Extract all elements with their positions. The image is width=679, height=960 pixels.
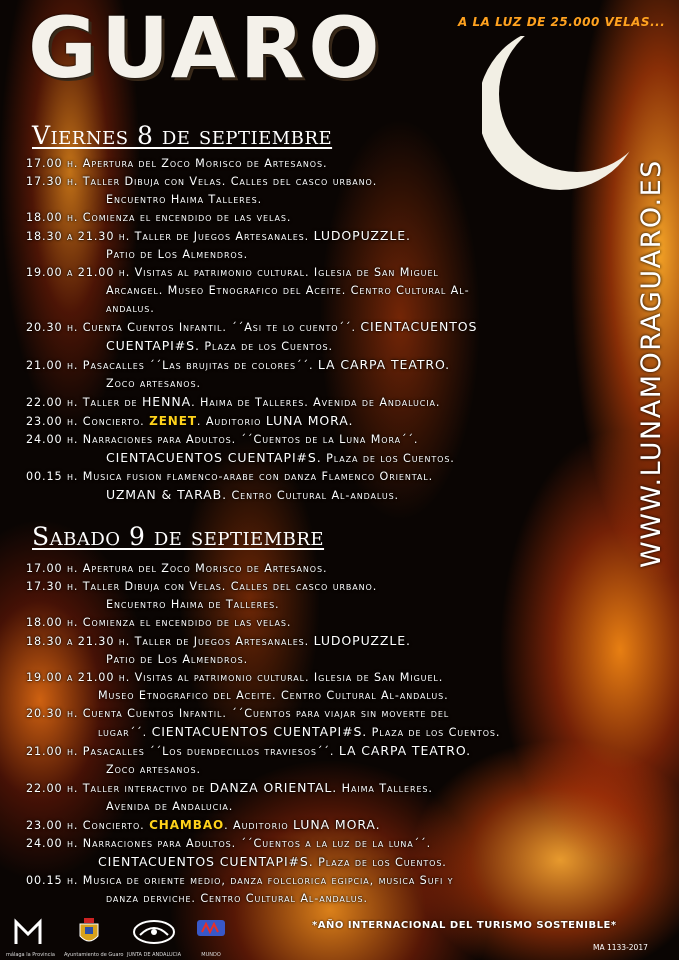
schedule-item: 17.00 h. Apertura del Zoco Morisco de Artesanos.	[26, 157, 328, 170]
schedule-item: 18.00 h. Comienza el encendido de las velas.	[26, 616, 292, 629]
schedule-item: 23.00 h. Concierto. ZENET. Auditorio LUNA MORA.	[26, 413, 354, 428]
malaga-m-icon	[13, 918, 43, 946]
schedule-item: 18.00 h. Comienza el encendido de las velas.	[26, 211, 292, 224]
schedule-item: 21.00 h. Pasacalles ´´Las brujitas de colores´´. LA CARPA TEATRO. Zoco artesanos.	[26, 357, 451, 390]
schedule-item: 17.30 h. Taller Dibuja con Velas. Calles del casco urbano. Encuentro Haima Talleres.	[26, 175, 378, 206]
schedule-item: 19.00 a 21.00 h. Visitas al patrimonio cultural. Iglesia de San Miguel. Museo Etnografico del Aceite. Centro Cultural Al-andalus.	[26, 671, 449, 702]
schedule-item: 22.00 h. Taller interactivo de DANZA ORIENTAL. Haima Talleres. Avenida de Andalucia.	[26, 780, 433, 813]
artist-highlight: CHAMBAO	[149, 818, 225, 832]
saturday-schedule	[26, 560, 646, 908]
schedule-item: 21.00 h. Pasacalles ´´Los duendecillos traviesos´´. LA CARPA TEATRO. Zoco artesanos.	[26, 743, 471, 776]
mundo-icon	[194, 918, 228, 944]
website-url: WWW.LUNAMORAGUARO.ES	[636, 159, 667, 568]
coat-of-arms-icon	[78, 918, 100, 946]
schedule-item: 22.00 h. Taller de HENNA. Haima de Talleres. Avenida de Andalucia.	[26, 394, 441, 409]
schedule-item: 23.00 h. Concierto. CHAMBAO. Auditorio LUNA MORA.	[26, 817, 381, 832]
schedule-item: 18.30 a 21.30 h. Taller de Juegos Artesanales. LUDOPUZZLE. Patio de Los Almendros.	[26, 633, 411, 666]
mundo-logo: MUNDO	[190, 918, 232, 958]
schedule-item: 19.00 a 21.00 h. Visitas al patrimonio cultural. Iglesia de San Miguel Arcangel. Museo Etnografico del Aceite. Centro Cultural Al- andalus.	[26, 266, 470, 315]
page-title: GUARO	[28, 0, 384, 97]
ayuntamiento-logo: Ayuntamiento de Guaro	[64, 918, 114, 958]
registration-number: MA 1133-2017	[593, 943, 648, 952]
schedule-item: 24.00 h. Narraciones para Adultos. ´´Cuentos de la Luna Mora´´. CIENTACUENTOS CUENTAPI#S. Plaza de los Cuentos.	[26, 433, 455, 465]
saturday-heading: Sabado 9 de septiembre	[32, 522, 325, 551]
artist-highlight: ZENET	[149, 414, 197, 428]
schedule-item: 17.00 h. Apertura del Zoco Morisco de Artesanos.	[26, 562, 328, 575]
schedule-item: 24.00 h. Narraciones para Adultos. ´´Cuentos a la luz de la luna´´. CIENTACUENTOS CUENTAPI#S. Plaza de los Cuentos.	[26, 837, 447, 869]
schedule-item: 20.30 h. Cuenta Cuentos Infantil. ´´Cuentos para viajar sin moverte del lugar´´. CIENTACUENTOS CUENTAPI#S. Plaza de los Cuentos.	[26, 707, 501, 739]
sustainable-tourism-slogan: *AÑO INTERNACIONAL DEL TURISMO SOSTENIBLE*	[312, 920, 617, 931]
schedule-item: 00.15 h. Musica fusion flamenco-arabe con danza Flamenco Oriental. UZMAN & TARAB. Centro Cultural Al-andalus.	[26, 470, 434, 502]
junta-andalucia-icon	[132, 918, 176, 946]
schedule-item: 18.30 a 21.30 h. Taller de Juegos Artesanales. LUDOPUZZLE. Patio de Los Almendros.	[26, 228, 411, 261]
friday-heading: Viernes 8 de septiembre	[32, 121, 333, 150]
friday-schedule	[26, 155, 646, 505]
footer-logos	[6, 918, 246, 958]
schedule-item: 20.30 h. Cuenta Cuentos Infantil. ´´Asi te lo cuento´´. CIENTACUENTOS CUENTAPI#S. Plaza de los Cuentos.	[26, 319, 478, 353]
malaga-logo: málaga la Provincia	[6, 918, 50, 958]
schedule-item: 17.30 h. Taller Dibuja con Velas. Calles del casco urbano. Encuentro Haima de Talleres.	[26, 580, 378, 611]
schedule-item: 00.15 h. Musica de oriente medio, danza folclorica egipcia, musica Sufi y danza derviche. Centro Cultural Al-andalus.	[26, 874, 454, 905]
junta-logo: JUNTA DE ANDALUCIA	[126, 918, 182, 958]
tagline: A LA LUZ DE 25.000 VELAS...	[458, 15, 666, 29]
